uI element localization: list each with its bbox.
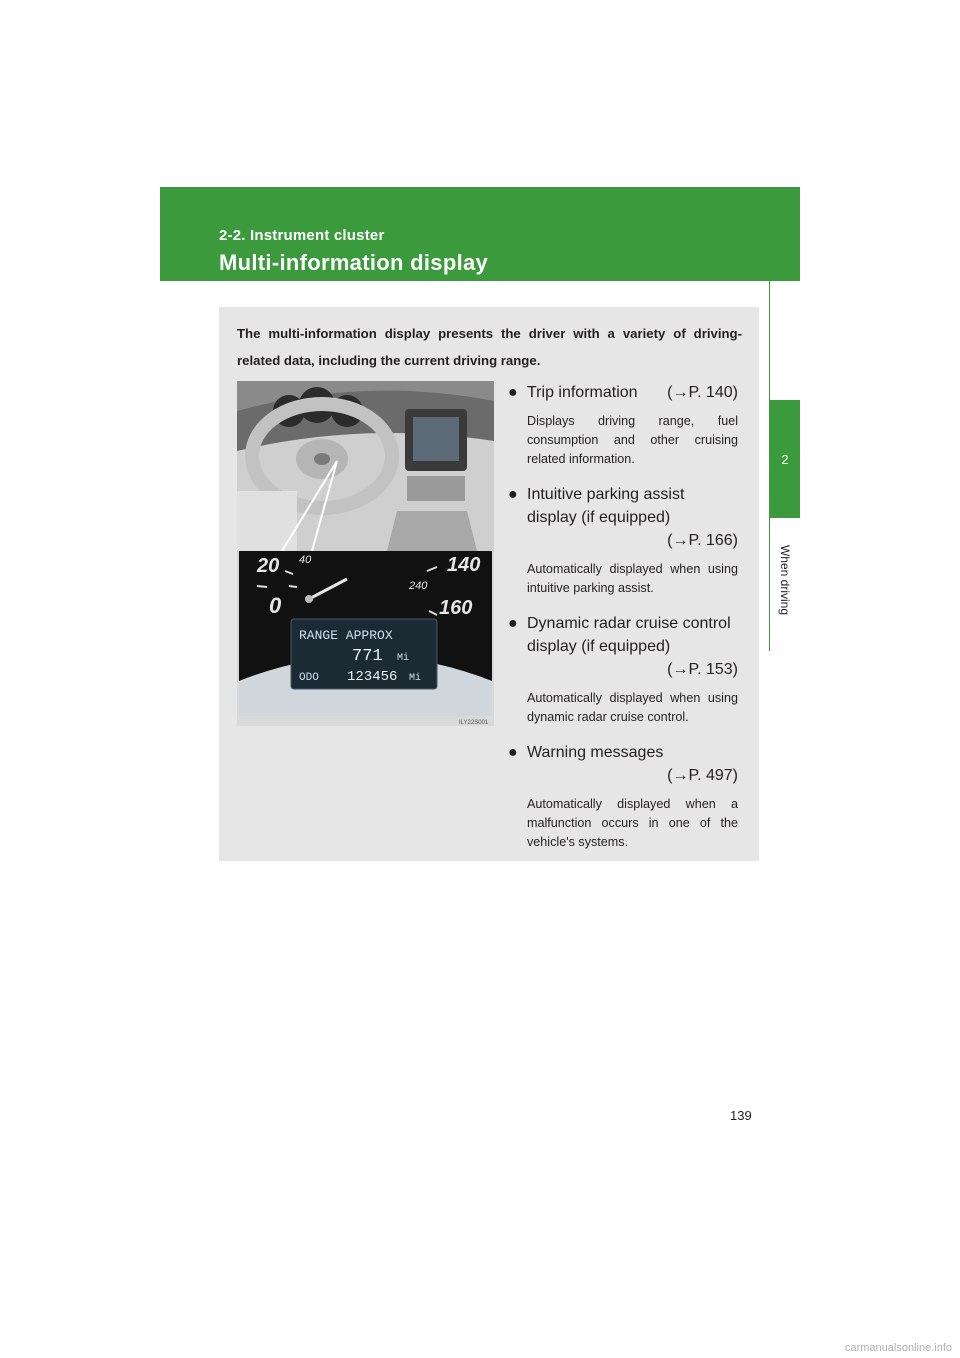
figure-code: ILY22S001 [459, 720, 489, 726]
watermark: carmanualsonline.info [844, 1342, 952, 1354]
page-ref-link[interactable]: (→P. 497) [667, 767, 738, 784]
bullet-heading [508, 612, 738, 681]
bullet-body: Displays driving range, fuel consumption and other cruising related information. [527, 414, 738, 466]
bullet-heading [508, 483, 738, 552]
intro-paragraph: The multi-information display presents the driver with a variety of driving-related data, including the current driving range. [237, 326, 742, 368]
bullet-body: Automatically displayed when using dynamic radar cruise control. [527, 691, 738, 724]
display-range-value: 771 [352, 647, 383, 666]
page-number: 139 [730, 1108, 752, 1123]
speed-label-40: 40 [299, 554, 312, 566]
bullet-title: Dynamic radar cruise control display (if equipped) [527, 615, 731, 655]
display-range-label: RANGE APPROX [299, 628, 393, 643]
page-ref-link[interactable]: (→P. 140) [667, 384, 738, 401]
bullet-list [508, 381, 738, 852]
cluster-illustration [237, 381, 494, 726]
bullet-item [508, 612, 738, 727]
speed-label-0: 0 [269, 593, 282, 618]
bullet-title: Warning messages [527, 744, 664, 761]
speed-label-160: 160 [439, 597, 473, 619]
section-label: 2-2. Instrument cluster [219, 227, 385, 244]
bullet-dot-icon: ● [508, 615, 518, 632]
bullet-item [508, 741, 738, 852]
bullet-title: Intuitive parking assist display (if equipped) [527, 486, 685, 526]
bullet-dot-icon: ● [508, 384, 518, 401]
page-title: Multi-information display [219, 250, 489, 275]
chapter-tab[interactable]: 2 [770, 400, 800, 518]
chapter-label-text: When driving [778, 544, 792, 616]
bullet-item [508, 483, 738, 598]
speed-label-140: 140 [447, 554, 481, 576]
display-range-unit: Mi [397, 653, 410, 664]
bullet-body: Automatically displayed when a malfunction occurs in one of the vehicle's systems. [527, 797, 738, 849]
bullet-title: Trip information [527, 384, 638, 401]
bullet-heading [508, 381, 738, 404]
display-odo-unit: Mi [409, 673, 422, 684]
chapter-label [771, 525, 799, 635]
speed-label-20: 20 [257, 555, 280, 577]
bullet-dot-icon: ● [508, 744, 518, 761]
speed-label-240: 240 [409, 580, 428, 592]
bullet-body: Automatically displayed when using intuitive parking assist. [527, 562, 738, 595]
bullet-dot-icon: ● [508, 486, 518, 503]
display-odo-label: ODO [299, 672, 319, 684]
bullet-item [508, 381, 738, 469]
bullet-heading [508, 741, 738, 787]
cluster-photo [237, 381, 494, 726]
page-ref-link[interactable]: (→P. 166) [667, 532, 738, 549]
display-odo-value: 123456 [347, 669, 398, 685]
page-ref-link[interactable]: (→P. 153) [667, 661, 738, 678]
